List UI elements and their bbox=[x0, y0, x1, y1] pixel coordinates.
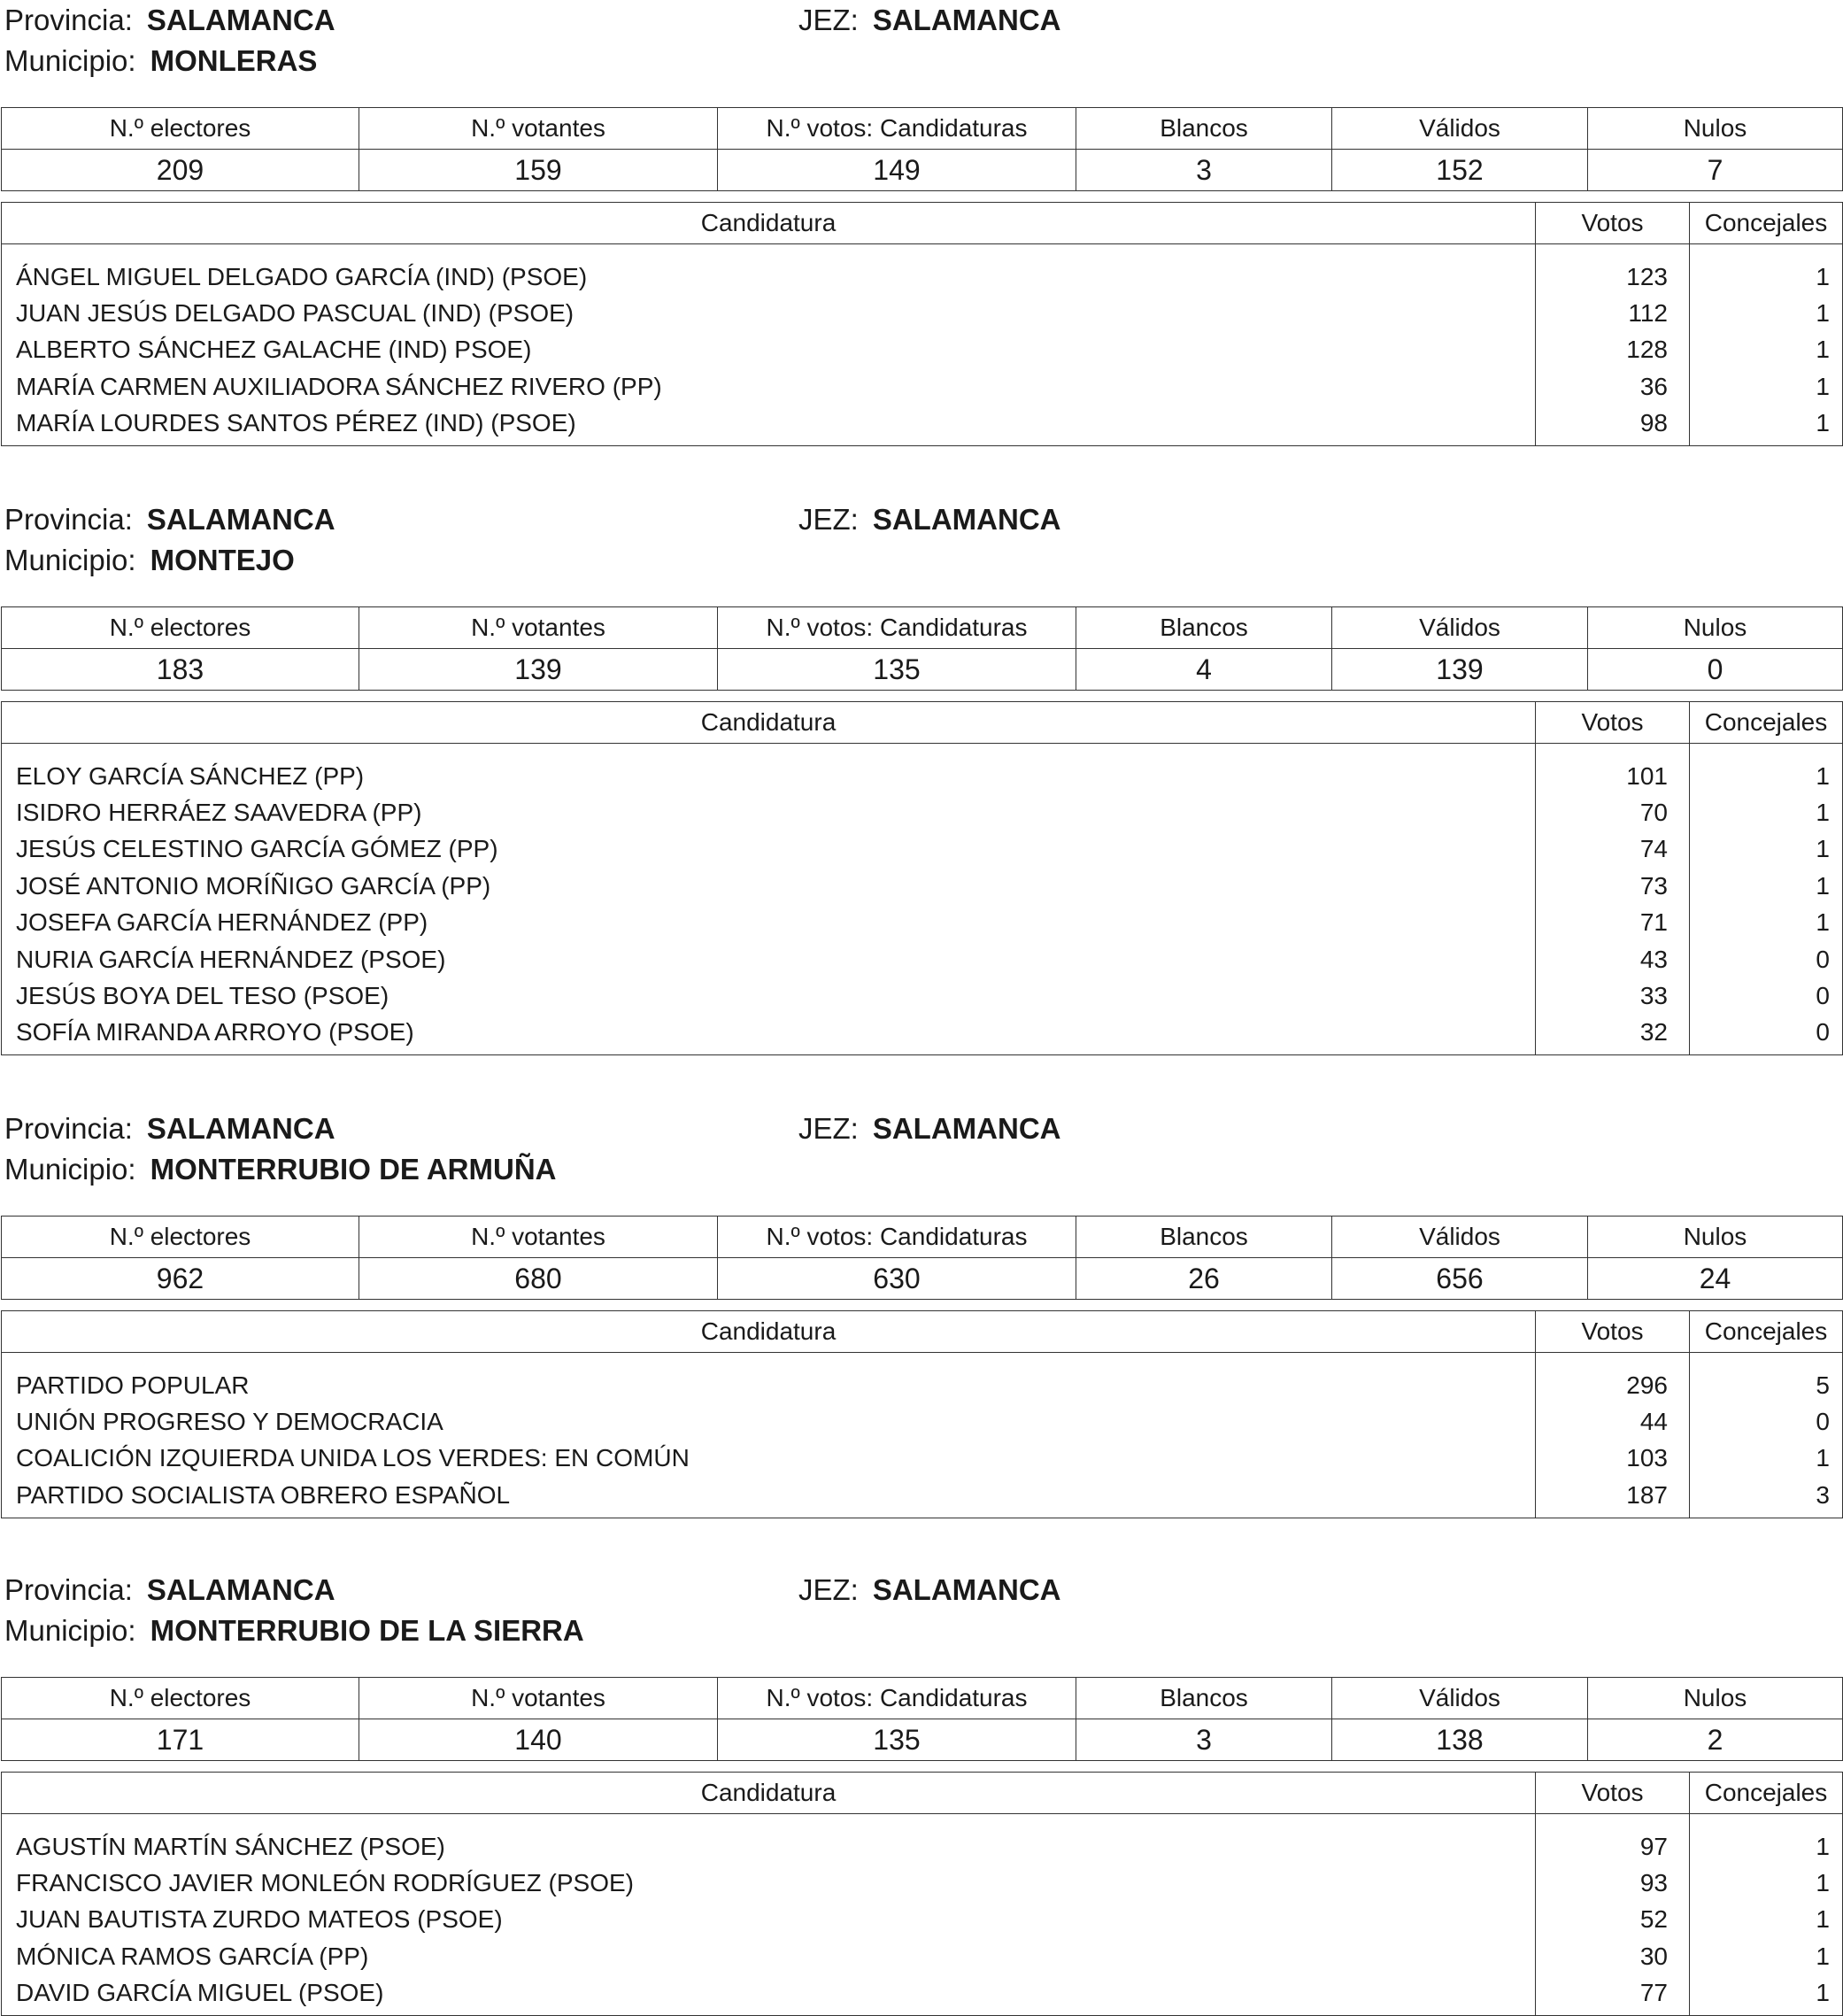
candidate-name: MARÍA LOURDES SANTOS PÉREZ (IND) (PSOE) bbox=[2, 406, 1536, 446]
municipio bbox=[4, 44, 317, 78]
jez bbox=[798, 1112, 1061, 1146]
candidate-votes: 128 bbox=[1536, 332, 1690, 368]
candidate-name: UNIÓN PROGRESO Y DEMOCRACIA bbox=[2, 1403, 1536, 1440]
candidate-concejales: 1 bbox=[1816, 409, 1830, 437]
stats-value-electores: 183 bbox=[2, 649, 359, 691]
candidate-votes: 36 bbox=[1536, 368, 1690, 405]
provincia-value: SALAMANCA bbox=[146, 503, 335, 536]
jez-label: JEZ: bbox=[798, 1112, 859, 1145]
stats-header-row bbox=[2, 607, 1843, 649]
candidate-votes: 97 bbox=[1536, 1814, 1690, 1865]
table-row bbox=[2, 1015, 1843, 1055]
municipality-section bbox=[0, 1108, 1843, 1509]
section-header bbox=[0, 0, 1843, 85]
municipio-value: MONLERAS bbox=[150, 44, 318, 77]
col-header-votos: Votos bbox=[1536, 702, 1690, 744]
provincia-label: Provincia: bbox=[4, 503, 133, 536]
candidate-name: JOSEFA GARCÍA HERNÁNDEZ (PP) bbox=[2, 905, 1536, 941]
stats-header-row bbox=[2, 1678, 1843, 1719]
candidate-votes: 112 bbox=[1536, 295, 1690, 331]
provincia bbox=[4, 1112, 335, 1146]
stats-value-nulos: 2 bbox=[1588, 1719, 1843, 1761]
candidates-header-row bbox=[2, 1311, 1843, 1353]
stats-header-blancos: Blancos bbox=[1076, 1678, 1332, 1719]
provincia-value: SALAMANCA bbox=[146, 4, 335, 36]
candidate-name: ELOY GARCÍA SÁNCHEZ (PP) bbox=[2, 744, 1536, 795]
municipality-section bbox=[0, 0, 1843, 437]
stats-header-votantes: N.º votantes bbox=[359, 607, 718, 649]
stats-table bbox=[1, 107, 1843, 191]
candidates-table bbox=[1, 202, 1843, 446]
stats-value-row bbox=[2, 150, 1843, 191]
candidate-concejales: 1 bbox=[1816, 1942, 1830, 1970]
table-row bbox=[2, 744, 1843, 795]
municipality-section bbox=[0, 499, 1843, 1047]
candidate-concejales: 1 bbox=[1816, 835, 1830, 863]
stats-table bbox=[1, 606, 1843, 691]
col-header-votos: Votos bbox=[1536, 1773, 1690, 1814]
stats-value-validos: 656 bbox=[1332, 1258, 1588, 1300]
stats-value-votantes: 139 bbox=[359, 649, 718, 691]
candidates-table bbox=[1, 1310, 1843, 1518]
candidates-table bbox=[1, 1772, 1843, 2016]
col-header-concejales: Concejales bbox=[1690, 1311, 1843, 1353]
col-header-concejales: Concejales bbox=[1690, 702, 1843, 744]
stats-header-electores: N.º electores bbox=[2, 1678, 359, 1719]
table-row bbox=[2, 1477, 1843, 1518]
provincia bbox=[4, 1573, 335, 1607]
candidate-concejales: 1 bbox=[1816, 761, 1830, 790]
candidate-concejales: 1 bbox=[1816, 799, 1830, 827]
table-row bbox=[2, 1865, 1843, 1901]
table-row bbox=[2, 332, 1843, 368]
stats-value-row bbox=[2, 1719, 1843, 1761]
candidate-votes: 30 bbox=[1536, 1938, 1690, 1974]
stats-header-row bbox=[2, 1217, 1843, 1258]
section-header bbox=[0, 1108, 1843, 1193]
col-header-candidatura: Candidatura bbox=[2, 702, 1536, 744]
col-header-candidatura: Candidatura bbox=[2, 1311, 1536, 1353]
candidate-name: MÓNICA RAMOS GARCÍA (PP) bbox=[2, 1938, 1536, 1974]
municipio-label: Municipio: bbox=[4, 44, 136, 77]
stats-header-validos: Válidos bbox=[1332, 1217, 1588, 1258]
stats-header-votos_cand: N.º votos: Candidaturas bbox=[718, 1678, 1076, 1719]
stats-header-votos_cand: N.º votos: Candidaturas bbox=[718, 108, 1076, 150]
provincia-value: SALAMANCA bbox=[146, 1112, 335, 1145]
candidate-name: PARTIDO POPULAR bbox=[2, 1353, 1536, 1404]
table-row bbox=[2, 831, 1843, 868]
candidate-name: DAVID GARCÍA MIGUEL (PSOE) bbox=[2, 1975, 1536, 2016]
candidate-votes: 33 bbox=[1536, 977, 1690, 1014]
stats-header-nulos: Nulos bbox=[1588, 1217, 1843, 1258]
stats-header-blancos: Blancos bbox=[1076, 607, 1332, 649]
stats-header-blancos: Blancos bbox=[1076, 1217, 1332, 1258]
candidate-votes: 101 bbox=[1536, 744, 1690, 795]
stats-header-validos: Válidos bbox=[1332, 108, 1588, 150]
candidate-votes: 296 bbox=[1536, 1353, 1690, 1404]
candidate-votes: 71 bbox=[1536, 905, 1690, 941]
table-row bbox=[2, 406, 1843, 446]
provincia bbox=[4, 4, 335, 37]
jez-value: SALAMANCA bbox=[872, 1112, 1061, 1145]
municipio bbox=[4, 544, 295, 577]
candidate-concejales: 0 bbox=[1816, 945, 1830, 973]
municipality-section bbox=[0, 1570, 1843, 2007]
stats-value-nulos: 24 bbox=[1588, 1258, 1843, 1300]
col-header-concejales: Concejales bbox=[1690, 203, 1843, 244]
table-row bbox=[2, 244, 1843, 296]
table-row bbox=[2, 295, 1843, 331]
table-row bbox=[2, 1441, 1843, 1477]
municipio bbox=[4, 1153, 557, 1186]
col-header-concejales: Concejales bbox=[1690, 1773, 1843, 1814]
candidate-name: JOSÉ ANTONIO MORÍÑIGO GARCÍA (PP) bbox=[2, 868, 1536, 904]
candidate-votes: 70 bbox=[1536, 794, 1690, 830]
stats-header-nulos: Nulos bbox=[1588, 1678, 1843, 1719]
table-row bbox=[2, 1353, 1843, 1404]
stats-value-electores: 209 bbox=[2, 150, 359, 191]
col-header-candidatura: Candidatura bbox=[2, 1773, 1536, 1814]
candidate-votes: 73 bbox=[1536, 868, 1690, 904]
candidate-concejales: 5 bbox=[1816, 1371, 1830, 1399]
candidate-votes: 98 bbox=[1536, 406, 1690, 446]
stats-value-electores: 171 bbox=[2, 1719, 359, 1761]
stats-value-validos: 138 bbox=[1332, 1719, 1588, 1761]
candidate-name: FRANCISCO JAVIER MONLEÓN RODRÍGUEZ (PSOE) bbox=[2, 1865, 1536, 1901]
jez-label: JEZ: bbox=[798, 1573, 859, 1606]
col-header-votos: Votos bbox=[1536, 203, 1690, 244]
stats-header-votantes: N.º votantes bbox=[359, 1678, 718, 1719]
stats-value-votos_cand: 149 bbox=[718, 150, 1076, 191]
candidate-votes: 187 bbox=[1536, 1477, 1690, 1518]
candidate-votes: 77 bbox=[1536, 1975, 1690, 2016]
provincia bbox=[4, 503, 335, 537]
provincia-value: SALAMANCA bbox=[146, 1573, 335, 1606]
candidate-votes: 103 bbox=[1536, 1441, 1690, 1477]
candidate-concejales: 1 bbox=[1816, 262, 1830, 290]
municipio-value: MONTERRUBIO DE ARMUÑA bbox=[150, 1153, 557, 1186]
candidate-concejales: 0 bbox=[1816, 1408, 1830, 1436]
jez-value: SALAMANCA bbox=[872, 503, 1061, 536]
candidate-name: JUAN JESÚS DELGADO PASCUAL (IND) (PSOE) bbox=[2, 295, 1536, 331]
candidate-votes: 123 bbox=[1536, 244, 1690, 296]
candidate-name: AGUSTÍN MARTÍN SÁNCHEZ (PSOE) bbox=[2, 1814, 1536, 1865]
candidate-votes: 44 bbox=[1536, 1403, 1690, 1440]
municipio-label: Municipio: bbox=[4, 1614, 136, 1647]
jez bbox=[798, 4, 1061, 37]
candidate-votes: 43 bbox=[1536, 941, 1690, 977]
candidates-header-row bbox=[2, 1773, 1843, 1814]
stats-header-electores: N.º electores bbox=[2, 108, 359, 150]
candidates-header-row bbox=[2, 702, 1843, 744]
stats-value-row bbox=[2, 649, 1843, 691]
stats-value-votantes: 140 bbox=[359, 1719, 718, 1761]
candidates-table bbox=[1, 701, 1843, 1055]
table-row bbox=[2, 1938, 1843, 1974]
candidate-concejales: 1 bbox=[1816, 299, 1830, 328]
candidate-name: PARTIDO SOCIALISTA OBRERO ESPAÑOL bbox=[2, 1477, 1536, 1518]
candidate-votes: 32 bbox=[1536, 1015, 1690, 1055]
stats-header-validos: Válidos bbox=[1332, 607, 1588, 649]
stats-value-blancos: 26 bbox=[1076, 1258, 1332, 1300]
stats-header-votantes: N.º votantes bbox=[359, 108, 718, 150]
provincia-label: Provincia: bbox=[4, 1112, 133, 1145]
candidate-concejales: 1 bbox=[1816, 1979, 1830, 2007]
jez-value: SALAMANCA bbox=[872, 1573, 1061, 1606]
candidate-votes: 74 bbox=[1536, 831, 1690, 868]
candidate-concejales: 1 bbox=[1816, 908, 1830, 937]
candidate-concejales: 1 bbox=[1816, 1905, 1830, 1934]
jez-label: JEZ: bbox=[798, 4, 859, 36]
candidate-concejales: 0 bbox=[1816, 1018, 1830, 1047]
stats-value-blancos: 3 bbox=[1076, 150, 1332, 191]
col-header-candidatura: Candidatura bbox=[2, 203, 1536, 244]
table-row bbox=[2, 794, 1843, 830]
municipio-value: MONTERRUBIO DE LA SIERRA bbox=[150, 1614, 584, 1647]
candidates-header-row bbox=[2, 203, 1843, 244]
table-row bbox=[2, 1814, 1843, 1865]
stats-value-blancos: 4 bbox=[1076, 649, 1332, 691]
candidate-concejales: 1 bbox=[1816, 336, 1830, 364]
stats-value-blancos: 3 bbox=[1076, 1719, 1332, 1761]
stats-header-nulos: Nulos bbox=[1588, 108, 1843, 150]
table-row bbox=[2, 368, 1843, 405]
section-header bbox=[0, 499, 1843, 584]
table-row bbox=[2, 977, 1843, 1014]
jez-label: JEZ: bbox=[798, 503, 859, 536]
candidate-votes: 52 bbox=[1536, 1902, 1690, 1938]
stats-table bbox=[1, 1677, 1843, 1761]
candidate-concejales: 3 bbox=[1816, 1480, 1830, 1509]
candidate-concejales: 0 bbox=[1816, 982, 1830, 1010]
jez-value: SALAMANCA bbox=[872, 4, 1061, 36]
jez bbox=[798, 503, 1061, 537]
municipio-label: Municipio: bbox=[4, 544, 136, 576]
table-row bbox=[2, 905, 1843, 941]
candidate-concejales: 1 bbox=[1816, 871, 1830, 900]
provincia-label: Provincia: bbox=[4, 4, 133, 36]
candidate-concejales: 1 bbox=[1816, 1832, 1830, 1860]
stats-value-validos: 152 bbox=[1332, 150, 1588, 191]
stats-header-votos_cand: N.º votos: Candidaturas bbox=[718, 607, 1076, 649]
stats-value-votos_cand: 135 bbox=[718, 1719, 1076, 1761]
stats-header-electores: N.º electores bbox=[2, 607, 359, 649]
stats-value-validos: 139 bbox=[1332, 649, 1588, 691]
jez bbox=[798, 1573, 1061, 1607]
stats-value-votantes: 159 bbox=[359, 150, 718, 191]
stats-table bbox=[1, 1216, 1843, 1300]
candidate-votes: 93 bbox=[1536, 1865, 1690, 1901]
candidate-name: COALICIÓN IZQUIERDA UNIDA LOS VERDES: EN COMÚN bbox=[2, 1441, 1536, 1477]
table-row bbox=[2, 941, 1843, 977]
table-row bbox=[2, 868, 1843, 904]
stats-header-electores: N.º electores bbox=[2, 1217, 359, 1258]
stats-value-nulos: 7 bbox=[1588, 150, 1843, 191]
provincia-label: Provincia: bbox=[4, 1573, 133, 1606]
stats-header-votos_cand: N.º votos: Candidaturas bbox=[718, 1217, 1076, 1258]
stats-header-validos: Válidos bbox=[1332, 1678, 1588, 1719]
candidate-concejales: 1 bbox=[1816, 372, 1830, 400]
candidate-concejales: 1 bbox=[1816, 1869, 1830, 1897]
municipio-value: MONTEJO bbox=[150, 544, 295, 576]
candidate-name: JESÚS CELESTINO GARCÍA GÓMEZ (PP) bbox=[2, 831, 1536, 868]
candidate-name: SOFÍA MIRANDA ARROYO (PSOE) bbox=[2, 1015, 1536, 1055]
candidate-name: ISIDRO HERRÁEZ SAAVEDRA (PP) bbox=[2, 794, 1536, 830]
candidate-concejales: 1 bbox=[1816, 1444, 1830, 1472]
stats-value-votantes: 680 bbox=[359, 1258, 718, 1300]
candidate-name: JUAN BAUTISTA ZURDO MATEOS (PSOE) bbox=[2, 1902, 1536, 1938]
candidate-name: NURIA GARCÍA HERNÁNDEZ (PSOE) bbox=[2, 941, 1536, 977]
stats-header-row bbox=[2, 108, 1843, 150]
stats-header-votantes: N.º votantes bbox=[359, 1217, 718, 1258]
stats-value-electores: 962 bbox=[2, 1258, 359, 1300]
candidate-name: ALBERTO SÁNCHEZ GALACHE (IND) PSOE) bbox=[2, 332, 1536, 368]
municipio bbox=[4, 1614, 584, 1648]
stats-value-votos_cand: 630 bbox=[718, 1258, 1076, 1300]
stats-header-blancos: Blancos bbox=[1076, 108, 1332, 150]
stats-value-nulos: 0 bbox=[1588, 649, 1843, 691]
table-row bbox=[2, 1902, 1843, 1938]
municipio-label: Municipio: bbox=[4, 1153, 136, 1186]
candidate-name: MARÍA CARMEN AUXILIADORA SÁNCHEZ RIVERO (PP) bbox=[2, 368, 1536, 405]
candidate-name: JESÚS BOYA DEL TESO (PSOE) bbox=[2, 977, 1536, 1014]
candidate-name: ÁNGEL MIGUEL DELGADO GARCÍA (IND) (PSOE) bbox=[2, 244, 1536, 296]
col-header-votos: Votos bbox=[1536, 1311, 1690, 1353]
stats-header-nulos: Nulos bbox=[1588, 607, 1843, 649]
stats-value-votos_cand: 135 bbox=[718, 649, 1076, 691]
section-header bbox=[0, 1570, 1843, 1655]
table-row bbox=[2, 1403, 1843, 1440]
stats-value-row bbox=[2, 1258, 1843, 1300]
